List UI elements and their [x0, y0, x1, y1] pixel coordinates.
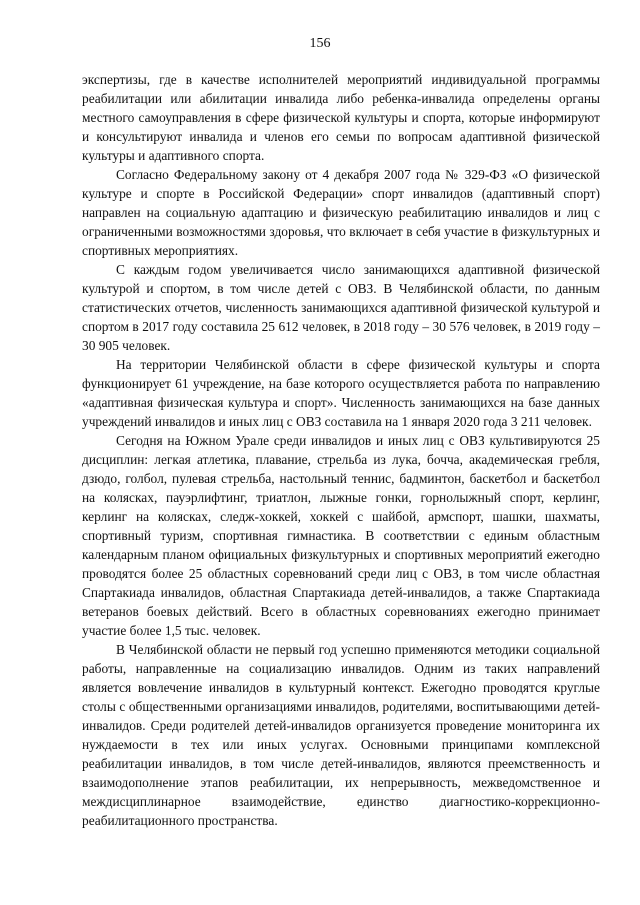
paragraph-federal-law: Согласно Федеральному закону от 4 декабря 2007 года № 329-ФЗ «О физической культуре и спорте в Российской Федерации» спорт инвалидов (адаптивный спорт) направлен на социальную адаптацию и физическую реабилитацию инвалидов и лиц с ограниченными возможностями здоровья, что включает в себя участие в физкультурных и спортивных мероприятиях. — [82, 167, 600, 258]
document-body — [82, 70, 600, 830]
page-number: 156 — [309, 36, 331, 51]
paragraph-continuation: экспертизы, где в качестве исполнителей мероприятий индивидуальной программы реабилитации или абилитации инвалида либо ребенка-инвалида определены органы местного самоуправления в сфере физической культуры и спорта, которые информируют и консультируют инвалида и членов его семьи по вопросам адаптивной физической культуры и адаптивного спорта. — [82, 72, 600, 163]
paragraph-social-work: В Челябинской области не первый год успешно применяются методики социальной работы, направленные на социализацию инвалидов. Одним из таких направлений является вовлечение инвалидов в культурный контекст. Ежегодно проводятся круглые столы с общественными организациями инвалидов, родителями, воспитывающими детей-инвалидов. Среди родителей детей-инвалидов организуется проведение мониторинга их нуждаемости в тех или иных услугах. Основными принципами комплексной реабилитации инвалидов, в том числе детей-инвалидов, являются преемственность и взаимодополнение этапов реабилитации, их непрерывность, межведомственное и междисциплинарное взаимодействие, единство диагностико-коррекционно-реабилитационного пространства. — [82, 642, 600, 828]
paragraph-institutions: На территории Челябинской области в сфере физической культуры и спорта функционирует 61 учреждение, на базе которого осуществляется работа по направлению «адаптивная физическая культура и спорт». Численность занимающихся на базе данных учреждений инвалидов и иных лиц с ОВЗ составила на 1 января 2020 года 3 211 человек. — [82, 357, 600, 429]
paragraph-statistics: С каждым годом увеличивается число занимающихся адаптивной физической культурой и спортом, в том числе детей с ОВЗ. В Челябинской области, по данным статистических отчетов, численность занимающихся адаптивной физической культурой и спортом в 2017 году составила 25 612 человек, в 2018 году – 30 576 человек, в 2019 году – 30 905 человек. — [82, 262, 600, 353]
paragraph-disciplines: Сегодня на Южном Урале среди инвалидов и иных лиц с ОВЗ культивируются 25 дисциплин: легкая атлетика, плавание, стрельба из лука, бочча, академическая гребля, дзюдо, голбол, пулевая стрельба, настольный теннис, бадминтон, баскетбол и баскетбол на колясках, пауэрлифтинг, триатлон, лыжные гонки, горнолыжный спорт, керлинг, керлинг на колясках, следж-хоккей, хоккей с шайбой, армспорт, шашки, шахматы, спортивный туризм, спортивная гимнастика. В соответствии с единым областным календарным планом официальных физкультурных и спортивных мероприятий ежегодно проводятся более 25 областных соревнований среди лиц с ОВЗ, в том числе областная Спартакиада инвалидов, областная Спартакиада детей-инвалидов, а также Спартакиада ветеранов боевых действий. Всего в областных соревнованиях ежегодно принимает участие более 1,5 тыс. человек. — [82, 433, 600, 638]
